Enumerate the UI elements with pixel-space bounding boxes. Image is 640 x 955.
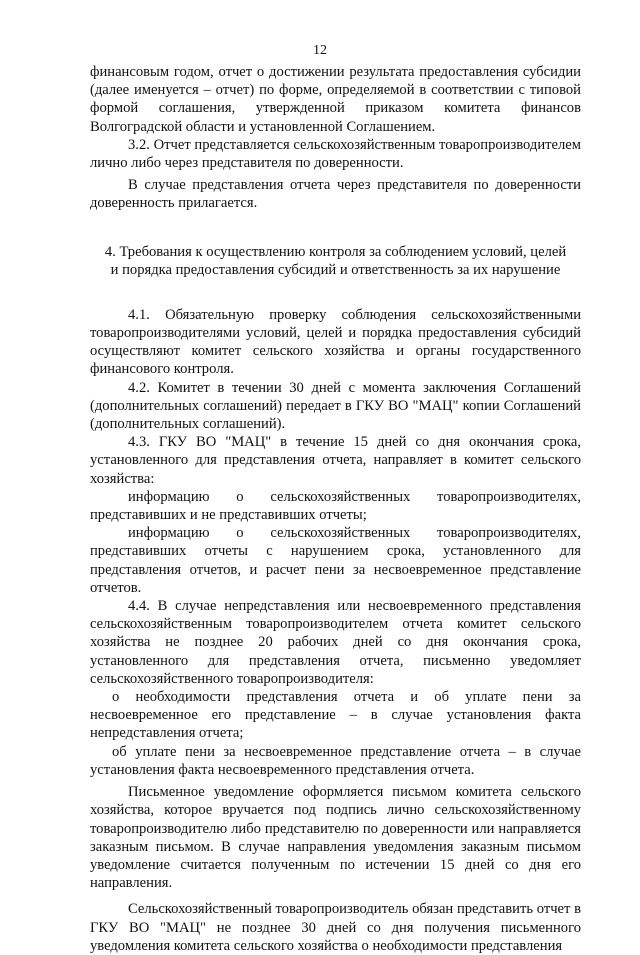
section-heading-line-1: 4. Требования к осуществлению контроля за соблюдением условий, целей [104, 243, 567, 260]
paragraph-4-4: 4.4. В случае непредставления или несвоевременного представления сельскохозяйственным товаропроизводителем отчета комитет сельского хозяйства не позднее 20 рабочих дней со дня окончания срока, установленного для представления отчета, письменно уведомляет сельскохозяйственного товаропроизводителя: [90, 598, 581, 687]
page-number: 12 [313, 43, 327, 58]
paragraph-4-3: 4.3. ГКУ ВО "МАЦ" в течение 15 дней со дня окончания срока, установленного для представления отчета, направляет в комитет сельского хозяйства: [90, 434, 581, 487]
paragraph-4-2: 4.2. Комитет в течении 30 дней с момента заключения Соглашений (дополнительных соглашений) передает в ГКУ ВО "МАЦ" копии Соглашений (дополнительных соглашений). [90, 379, 581, 433]
paragraph-written-notice: Письменное уведомление оформляется письмом комитета сельского хозяйства, которое вручается под подпись лично сельскохозяйственному товаропроизводителю либо представителю по доверенности или направляется заказным письмом. В случае направления уведомления заказным письмом уведомление считается полученным по истечении 15 дней со дня его направления. [90, 784, 581, 892]
list-item-necessity-notice: о необходимости представления отчета и об уплате пени за несвоевременное его представление – в случае установления факта непредставления отчета; [90, 689, 581, 742]
document-body [90, 63, 581, 955]
paragraph-4-1: 4.1. Обязательную проверку соблюдения сельскохозяйственными товаропроизводителями условий, целей и порядка предоставления субсидий осуществляют комитет сельского хозяйства и органы государственного финансового контроля. [90, 306, 581, 378]
section-heading [90, 243, 581, 280]
paragraph-continuation: финансовым годом, отчет о достижении результата предоставления субсидии (далее именуется – отчет) по форме, определяемой в соответствии с типовой формой соглашения, утвержденной приказом комитета финансов Волгоградской области и установленной Соглашением. [90, 64, 581, 135]
paragraph-proxy-note: В случае представления отчета через представителя по доверенности доверенность прилагается. [90, 177, 581, 212]
list-item-info-late-reports: информацию о сельскохозяйственных товаропроизводителях, представивших отчеты с нарушением срока, установленного для представления отчетов, и расчет пени за несвоевременное представление отчетов. [90, 525, 581, 596]
paragraph-3-2: 3.2. Отчет представляется сельскохозяйственным товаропроизводителем лично либо через представителя по доверенности. [90, 136, 581, 172]
list-item-info-reports: информацию о сельскохозяйственных товаропроизводителях, представивших и не представивших отчеты; [90, 488, 581, 524]
list-item-penalty-notice: об уплате пени за несвоевременное представление отчета – в случае установления факта несвоевременного представления отчета. [90, 743, 581, 778]
section-heading-line-2: и порядка предоставления субсидий и ответственность за их нарушение [110, 262, 561, 279]
paragraph-producer-obligation: Сельскохозяйственный товаропроизводитель обязан представить отчет в ГКУ ВО "МАЦ" не позднее 30 дней со дня получения письменного уведомления комитета сельского хозяйства о необходимости представления [90, 901, 581, 954]
